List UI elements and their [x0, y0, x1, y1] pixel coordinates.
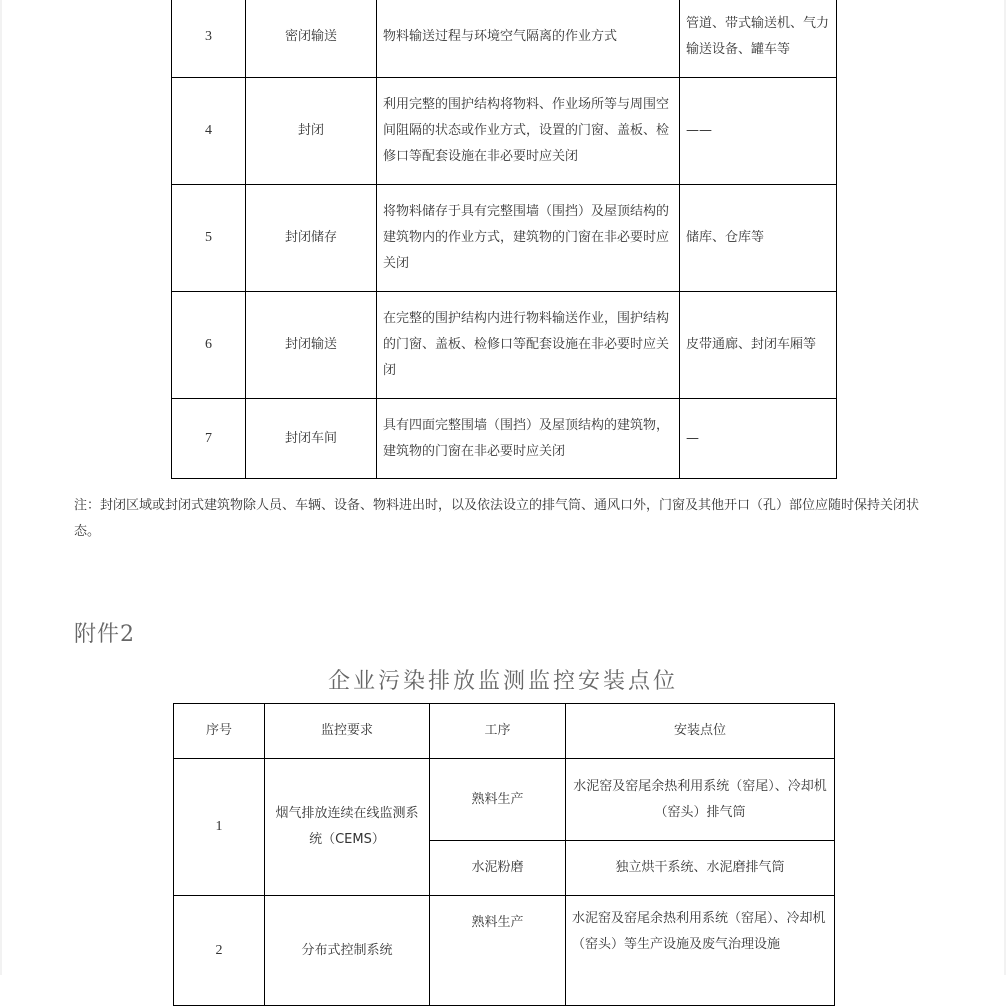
term-cell: 封闭 — [246, 78, 377, 185]
attachment-title: 企业污染排放监测监控安装点位 — [327, 669, 678, 694]
term-cell: 封闭储存 — [246, 185, 377, 292]
term-cell: 密闭输送 — [246, 0, 377, 78]
header-requirement: 监控要求 — [265, 704, 430, 759]
definition-cell: 具有四面完整围墙（围挡）及屋顶结构的建筑物，建筑物的门窗在非必要时应关闭 — [377, 399, 680, 479]
closure-definition-table — [171, 0, 837, 479]
requirement-cell: 烟气排放连续在线监测系统（CEMS） — [265, 759, 430, 896]
page-edge-left — [0, 0, 2, 975]
row-number: 6 — [172, 292, 246, 399]
location-cell: 独立烘干系统、水泥磨排气筒 — [566, 841, 835, 896]
table-row — [172, 292, 837, 399]
process-cell: 水泥粉磨 — [430, 841, 566, 896]
examples-cell: 储库、仓库等 — [680, 185, 837, 292]
term-cell: 封闭输送 — [246, 292, 377, 399]
requirement-cell: 分布式控制系统 — [265, 896, 430, 1006]
process-cell: 熟料生产 — [430, 759, 566, 841]
attachment-label: 附件2 — [74, 622, 135, 647]
row-number: 1 — [174, 759, 265, 896]
row-number: 5 — [172, 185, 246, 292]
definition-cell: 利用完整的围护结构将物料、作业场所等与周围空间阻隔的状态或作业方式，设置的门窗、盖板、检修口等配套设施在非必要时应关闭 — [377, 78, 680, 185]
row-number: 2 — [174, 896, 265, 1006]
header-no: 序号 — [174, 704, 265, 759]
definition-cell: 将物料储存于具有完整围墙（围挡）及屋顶结构的建筑物内的作业方式，建筑物的门窗在非必要时应关闭 — [377, 185, 680, 292]
row-number: 4 — [172, 78, 246, 185]
examples-cell: — — [680, 399, 837, 479]
monitoring-install-table — [173, 703, 835, 1006]
table-row — [172, 185, 837, 292]
definition-cell: 在完整的围护结构内进行物料输送作业，围护结构的门窗、盖板、检修口等配套设施在非必要时应关闭 — [377, 292, 680, 399]
row-number: 7 — [172, 399, 246, 479]
table-row — [174, 896, 835, 1006]
header-process: 工序 — [430, 704, 566, 759]
table-row — [172, 0, 837, 78]
definition-cell: 物料输送过程与环境空气隔离的作业方式 — [377, 0, 680, 78]
table-header-row — [174, 704, 835, 759]
table-note: 注：封闭区域或封闭式建筑物除人员、车辆、设备、物料进出时，以及依法设立的排气筒、通风口外，门窗及其他开口（孔）部位应随时保持关闭状态。 — [74, 498, 920, 539]
table-row — [174, 759, 835, 841]
examples-cell: —— — [680, 78, 837, 185]
examples-cell: 皮带通廊、封闭车厢等 — [680, 292, 837, 399]
term-cell: 封闭车间 — [246, 399, 377, 479]
row-number: 3 — [172, 0, 246, 78]
header-location: 安装点位 — [566, 704, 835, 759]
location-cell: 水泥窑及窑尾余热利用系统（窑尾）、冷却机（窑头）排气筒 — [566, 759, 835, 841]
table-row — [172, 399, 837, 479]
process-cell: 熟料生产 — [430, 896, 566, 1006]
table-row — [172, 78, 837, 185]
examples-cell: 管道、带式输送机、气力输送设备、罐车等 — [680, 0, 837, 78]
location-cell: 水泥窑及窑尾余热利用系统（窑尾）、冷却机（窑头）等生产设施及废气治理设施 — [566, 896, 835, 1006]
